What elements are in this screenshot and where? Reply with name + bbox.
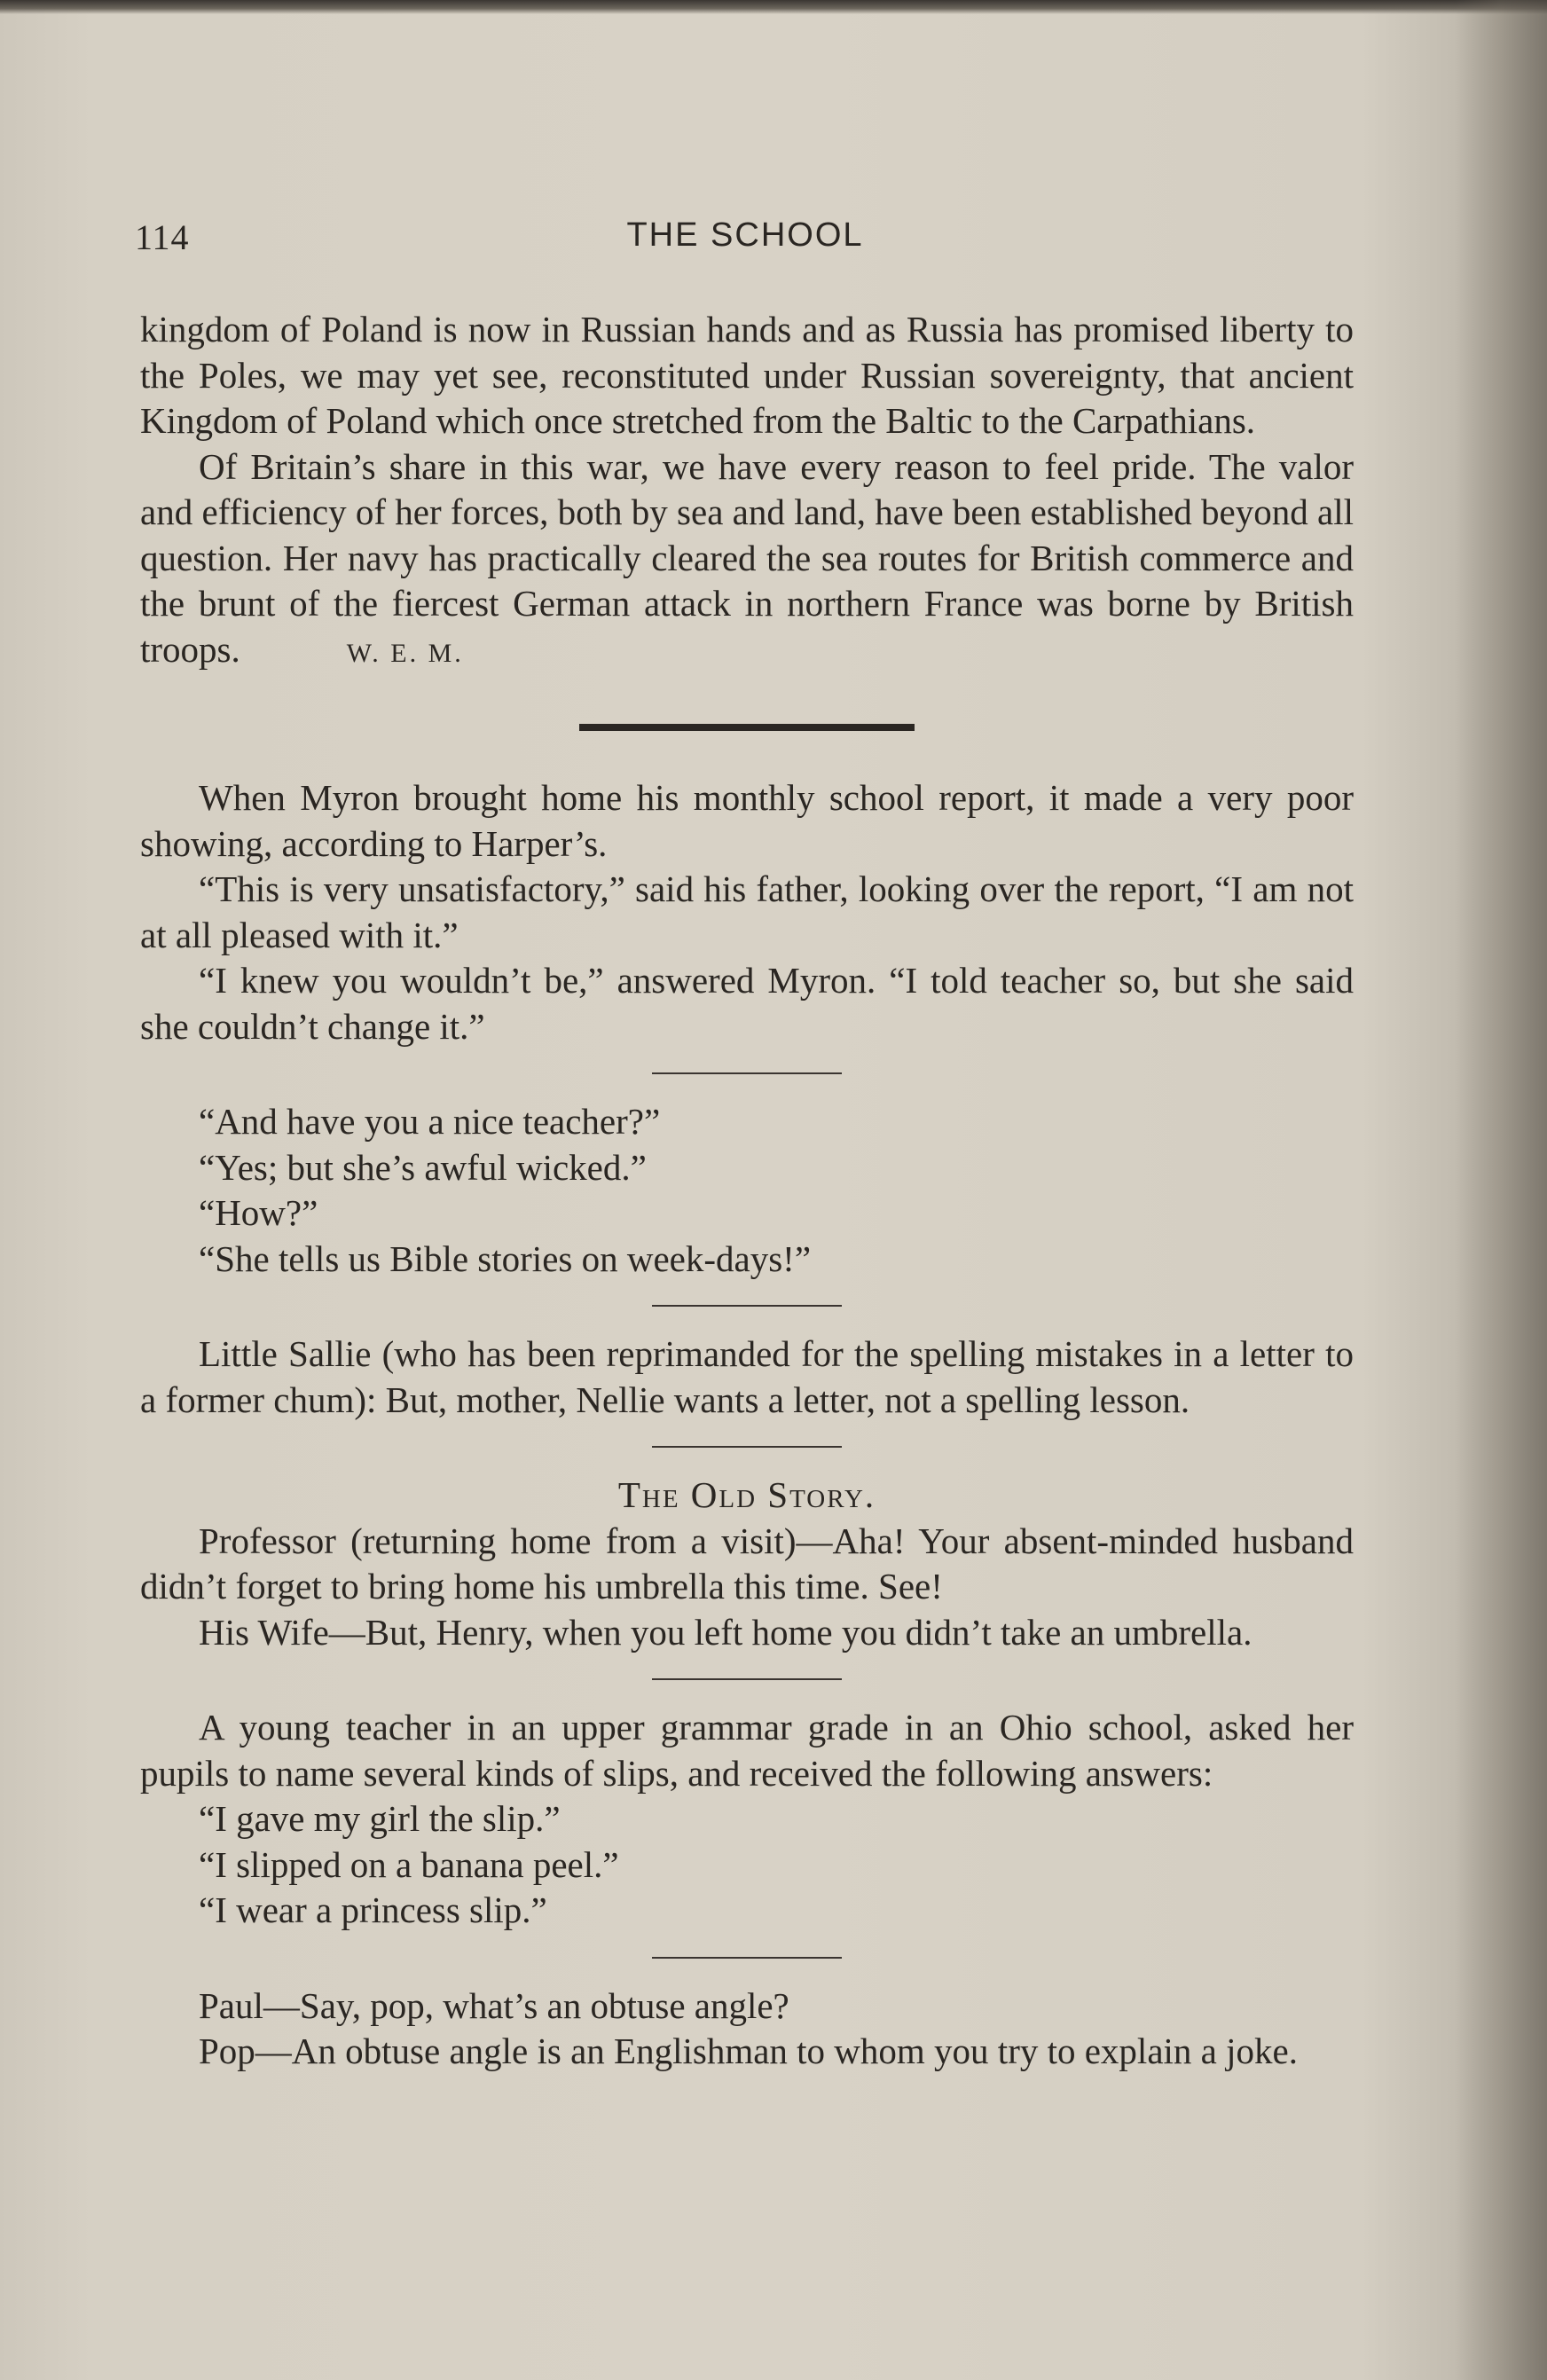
author-signature: W. E. M. — [346, 638, 464, 668]
joke-divider — [652, 1957, 842, 1959]
page-number: 114 — [135, 217, 190, 257]
section-divider — [579, 724, 915, 731]
joke-title: The Old Story. — [617, 1474, 876, 1515]
joke-paragraph: Pop—An obtuse angle is an Englishman to whom you try to explain a joke. — [199, 2030, 1298, 2071]
dialogue-line: “How?” — [199, 1192, 318, 1233]
page-body — [140, 307, 1354, 2075]
article-text: Of Britain’s share in this war, we have every reason to feel pride. The valor and efficiency of her forces, both by sea and land, have been established beyond all question. Her navy has practically cleared the sea routes for British commerce and the brunt of the fiercest German attack in northern France was borne by British troops. — [140, 445, 1354, 670]
joke-paragraph: “I knew you wouldn’t be,” answered Myron. “I told teacher so, but she said she couldn’t change it.” — [140, 960, 1354, 1047]
joke-paragraph: Paul—Say, pop, what’s an obtuse angle? — [199, 1984, 789, 2026]
joke-paragraph: His Wife—But, Henry, when you left home you didn’t take an umbrella. — [199, 1611, 1253, 1653]
joke-paragraph: “This is very unsatisfactory,” said his father, looking over the report, “I am not at all pleased with it.” — [140, 868, 1354, 955]
dialogue-line: “I slipped on a banana peel.” — [199, 1843, 619, 1885]
joke-paragraph: Professor (returning home from a visit)—Aha! Your absent-minded husband didn’t forget to bring home his umbrella this time. See! — [140, 1520, 1354, 1606]
dialogue-line: “I gave my girl the slip.” — [199, 1798, 561, 1839]
dialogue-line: “And have you a nice teacher?” — [199, 1101, 661, 1142]
joke-divider — [652, 1446, 842, 1448]
dialogue-line: “She tells us Bible stories on week-days!” — [199, 1237, 812, 1279]
dialogue-line: “Yes; but she’s awful wicked.” — [199, 1146, 647, 1188]
joke-paragraph: When Myron brought home his monthly school report, it made a very poor showing, according to Harper’s. — [140, 777, 1354, 864]
joke-paragraph: A young teacher in an upper grammar grade in an Ohio school, asked her pupils to name several kinds of slips, and received the following answers: — [140, 1707, 1354, 1794]
joke-divider — [652, 1072, 842, 1074]
running-title: THE SCHOOL — [626, 216, 864, 254]
article-paragraph: kingdom of Poland is now in Russian hands and as Russia has promised liberty to the Poles, we may yet see, reconstituted under Russian sovereignty, that ancient Kingdom of Poland which once stretched from the Baltic to the Carpathians. — [140, 309, 1354, 441]
top-edge-shadow — [0, 0, 1547, 14]
page-header — [135, 216, 1355, 270]
joke-paragraph: Little Sallie (who has been reprimanded for the spelling mistakes in a letter to a former chum): But, mother, Nellie wants a letter, not a spelling lesson. — [140, 1333, 1354, 1420]
joke-divider — [652, 1678, 842, 1680]
joke-divider — [652, 1305, 842, 1307]
article-paragraph — [140, 444, 1354, 677]
binding-shadow — [1455, 0, 1547, 2380]
dialogue-line: “I wear a princess slip.” — [199, 1889, 547, 1930]
